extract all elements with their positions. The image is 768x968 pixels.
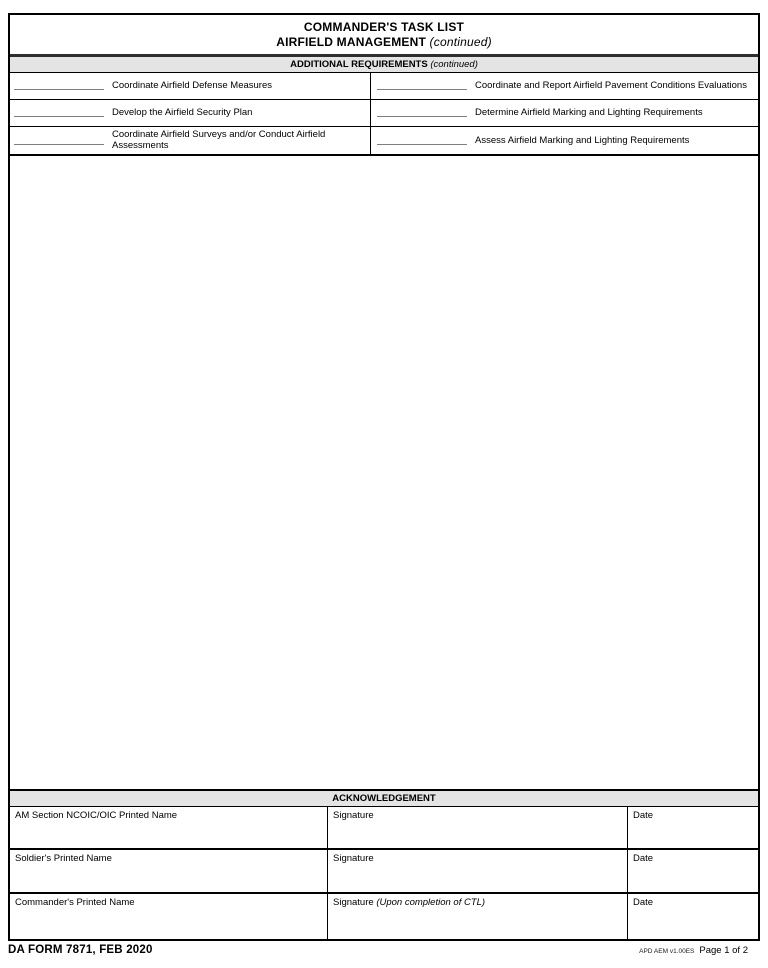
task-label: Coordinate and Report Airfield Pavement Conditions Evaluations xyxy=(475,80,747,91)
task-label: Coordinate Airfield Defense Measures xyxy=(112,80,273,91)
date-label: Date xyxy=(633,897,654,908)
acknowledgement-label: ACKNOWLEDGEMENT xyxy=(332,793,436,804)
initials-blank-line[interactable] xyxy=(377,144,467,145)
date-label: Date xyxy=(633,853,654,864)
continuation-blank-area xyxy=(10,156,758,791)
signature-cell[interactable] xyxy=(327,850,627,892)
task-label: Develop the Airfield Security Plan xyxy=(112,107,253,118)
signature-label: Signature xyxy=(333,853,374,864)
task-label: Coordinate Airfield Surveys and/or Conduct Airfield Assessments xyxy=(112,129,326,151)
additional-requirements-header xyxy=(10,57,758,73)
footer-right-group xyxy=(639,945,748,956)
printed-name-cell[interactable] xyxy=(10,850,327,892)
acknowledgement-header xyxy=(10,791,758,807)
task-row xyxy=(10,100,758,127)
task-label: Assess Airfield Marking and Lighting Requirements xyxy=(475,134,690,146)
da-form-7871 xyxy=(8,13,760,941)
form-footer xyxy=(8,944,748,956)
form-number: DA FORM 7871, FEB 2020 xyxy=(8,944,153,956)
form-subtitle-text: AIRFIELD MANAGEMENT xyxy=(276,35,426,49)
printed-name-cell[interactable] xyxy=(10,807,327,848)
acknowledgement-table xyxy=(10,807,758,939)
task-cell xyxy=(370,127,758,154)
printed-name-cell[interactable] xyxy=(10,894,327,939)
printed-name-label: Commander's Printed Name xyxy=(15,897,135,908)
initials-blank-line[interactable] xyxy=(377,89,467,90)
task-cell xyxy=(10,127,370,154)
task-cell xyxy=(10,100,370,126)
acknowledgement-row xyxy=(10,894,758,939)
additional-requirements-table xyxy=(10,73,758,156)
form-title: COMMANDER'S TASK LIST xyxy=(303,20,465,34)
apd-version: APD AEM v1.00ES xyxy=(639,948,695,955)
date-cell[interactable] xyxy=(627,850,758,892)
form-subtitle xyxy=(10,35,758,50)
initials-blank-line[interactable] xyxy=(14,144,104,145)
initials-blank-line[interactable] xyxy=(14,89,104,90)
task-cell xyxy=(10,73,370,99)
task-cell xyxy=(370,100,758,126)
printed-name-label: Soldier's Printed Name xyxy=(15,853,112,864)
signature-cell[interactable] xyxy=(327,807,627,848)
date-label: Date xyxy=(633,810,654,821)
task-row xyxy=(10,73,758,100)
printed-name-label: AM Section NCOIC/OIC Printed Name xyxy=(15,810,178,821)
signature-label: Signature xyxy=(333,810,374,821)
additional-requirements-continued: (continued) xyxy=(430,59,478,70)
acknowledgement-row xyxy=(10,850,758,894)
task-cell xyxy=(370,73,758,99)
form-header xyxy=(10,15,758,57)
form-subtitle-continued: (continued) xyxy=(429,35,492,49)
date-cell[interactable] xyxy=(627,807,758,848)
acknowledgement-row xyxy=(10,807,758,850)
signature-label-suffix: (Upon completion of CTL) xyxy=(376,897,486,908)
date-cell[interactable] xyxy=(627,894,758,939)
initials-blank-line[interactable] xyxy=(377,116,467,117)
page-indicator: Page 1 of 2 xyxy=(699,945,748,956)
signature-label: Signature xyxy=(333,897,374,908)
task-row xyxy=(10,127,758,156)
initials-blank-line[interactable] xyxy=(14,116,104,117)
signature-cell[interactable] xyxy=(327,894,627,939)
additional-requirements-label: ADDITIONAL REQUIREMENTS xyxy=(290,59,428,70)
task-label: Determine Airfield Marking and Lighting Requirements xyxy=(475,107,703,118)
